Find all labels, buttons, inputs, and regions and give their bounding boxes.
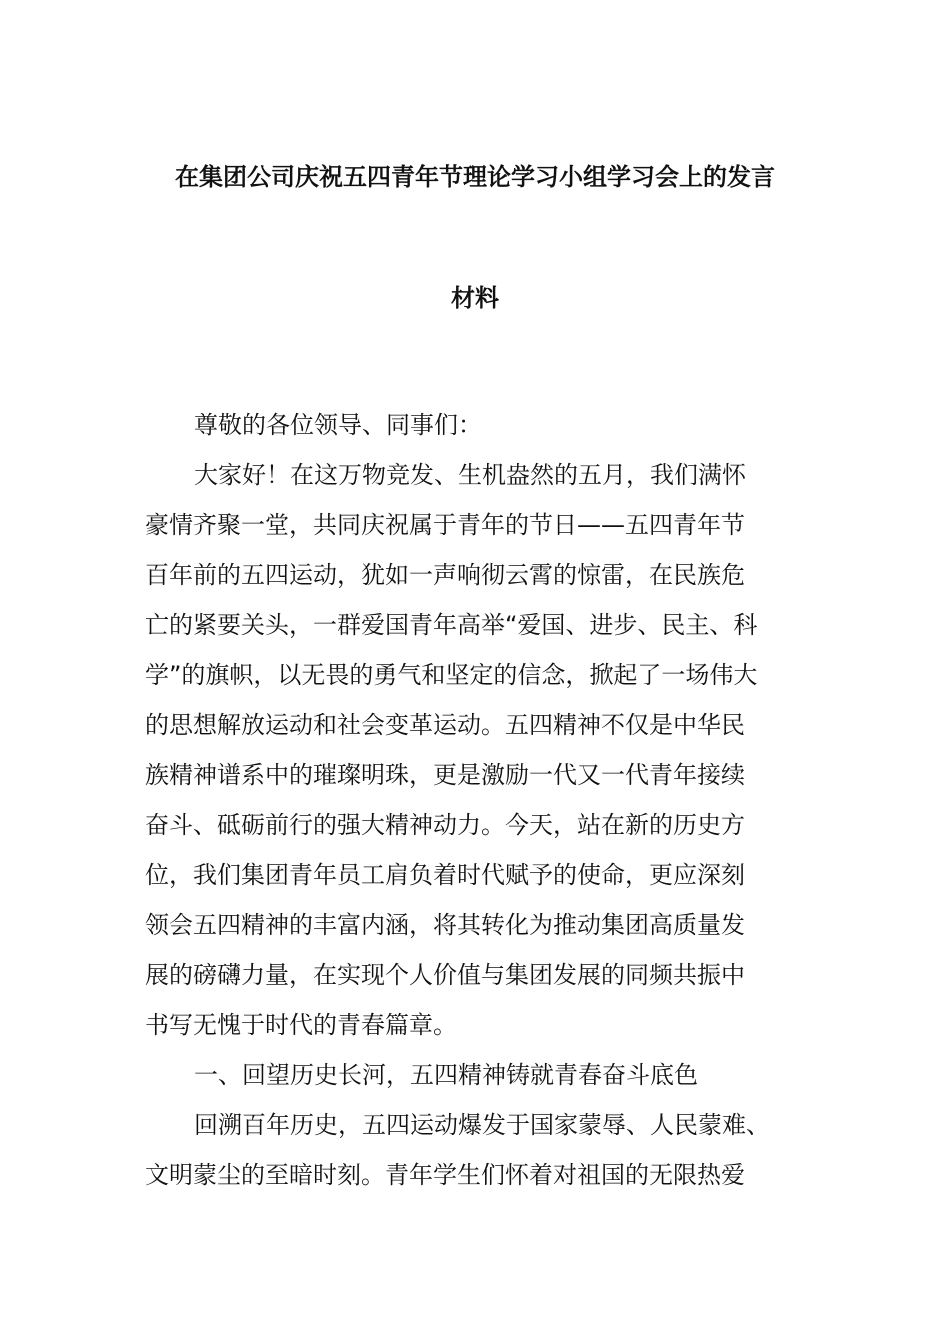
- body-line: 领会五四精神的丰富内涵，将其转化为推动集团高质量发: [145, 911, 745, 939]
- body-line: 奋斗、砥砺前行的强大精神动力。今天，站在新的历史方: [145, 811, 745, 839]
- body-line: 族精神谱系中的璀璨明珠，更是激励一代又一代青年接续: [145, 761, 745, 789]
- body-line: 学”的旗帜，以无畏的勇气和坚定的信念，掀起了一场伟大: [145, 661, 758, 689]
- body-line: 亡的紧要关头，一群爱国青年高举“爱国、进步、民主、科: [145, 611, 758, 639]
- body-line: 文明蒙尘的至暗时刻。青年学生们怀着对祖国的无限热爱: [145, 1161, 745, 1189]
- body-line: 大家好！在这万物竞发、生机盎然的五月，我们满怀: [194, 461, 746, 489]
- body-line: 位，我们集团青年员工肩负着时代赋予的使命，更应深刻: [145, 861, 745, 889]
- body-line: 展的磅礴力量，在实现个人价值与集团发展的同频共振中: [145, 961, 745, 989]
- body-line: 的思想解放运动和社会变革运动。五四精神不仅是中华民: [145, 711, 745, 739]
- body-line: 书写无愧于时代的青春篇章。: [145, 1011, 457, 1039]
- document-title: 在集团公司庆祝五四青年节理论学习小组学习会上的发言: [175, 163, 775, 191]
- salutation: 尊敬的各位领导、同事们：: [194, 411, 482, 439]
- document-title-continued: 材料: [451, 284, 499, 312]
- document-body: [145, 400, 845, 1200]
- body-line: 回溯百年历史，五四运动爆发于国家蒙辱、人民蒙难、: [194, 1111, 770, 1139]
- body-line: 百年前的五四运动，犹如一声响彻云霄的惊雷，在民族危: [145, 561, 745, 589]
- body-line: 豪情齐聚一堂，共同庆祝属于青年的节日——五四青年节: [145, 511, 745, 539]
- section-heading: 一、回望历史长河，五四精神铸就青春奋斗底色: [194, 1061, 698, 1089]
